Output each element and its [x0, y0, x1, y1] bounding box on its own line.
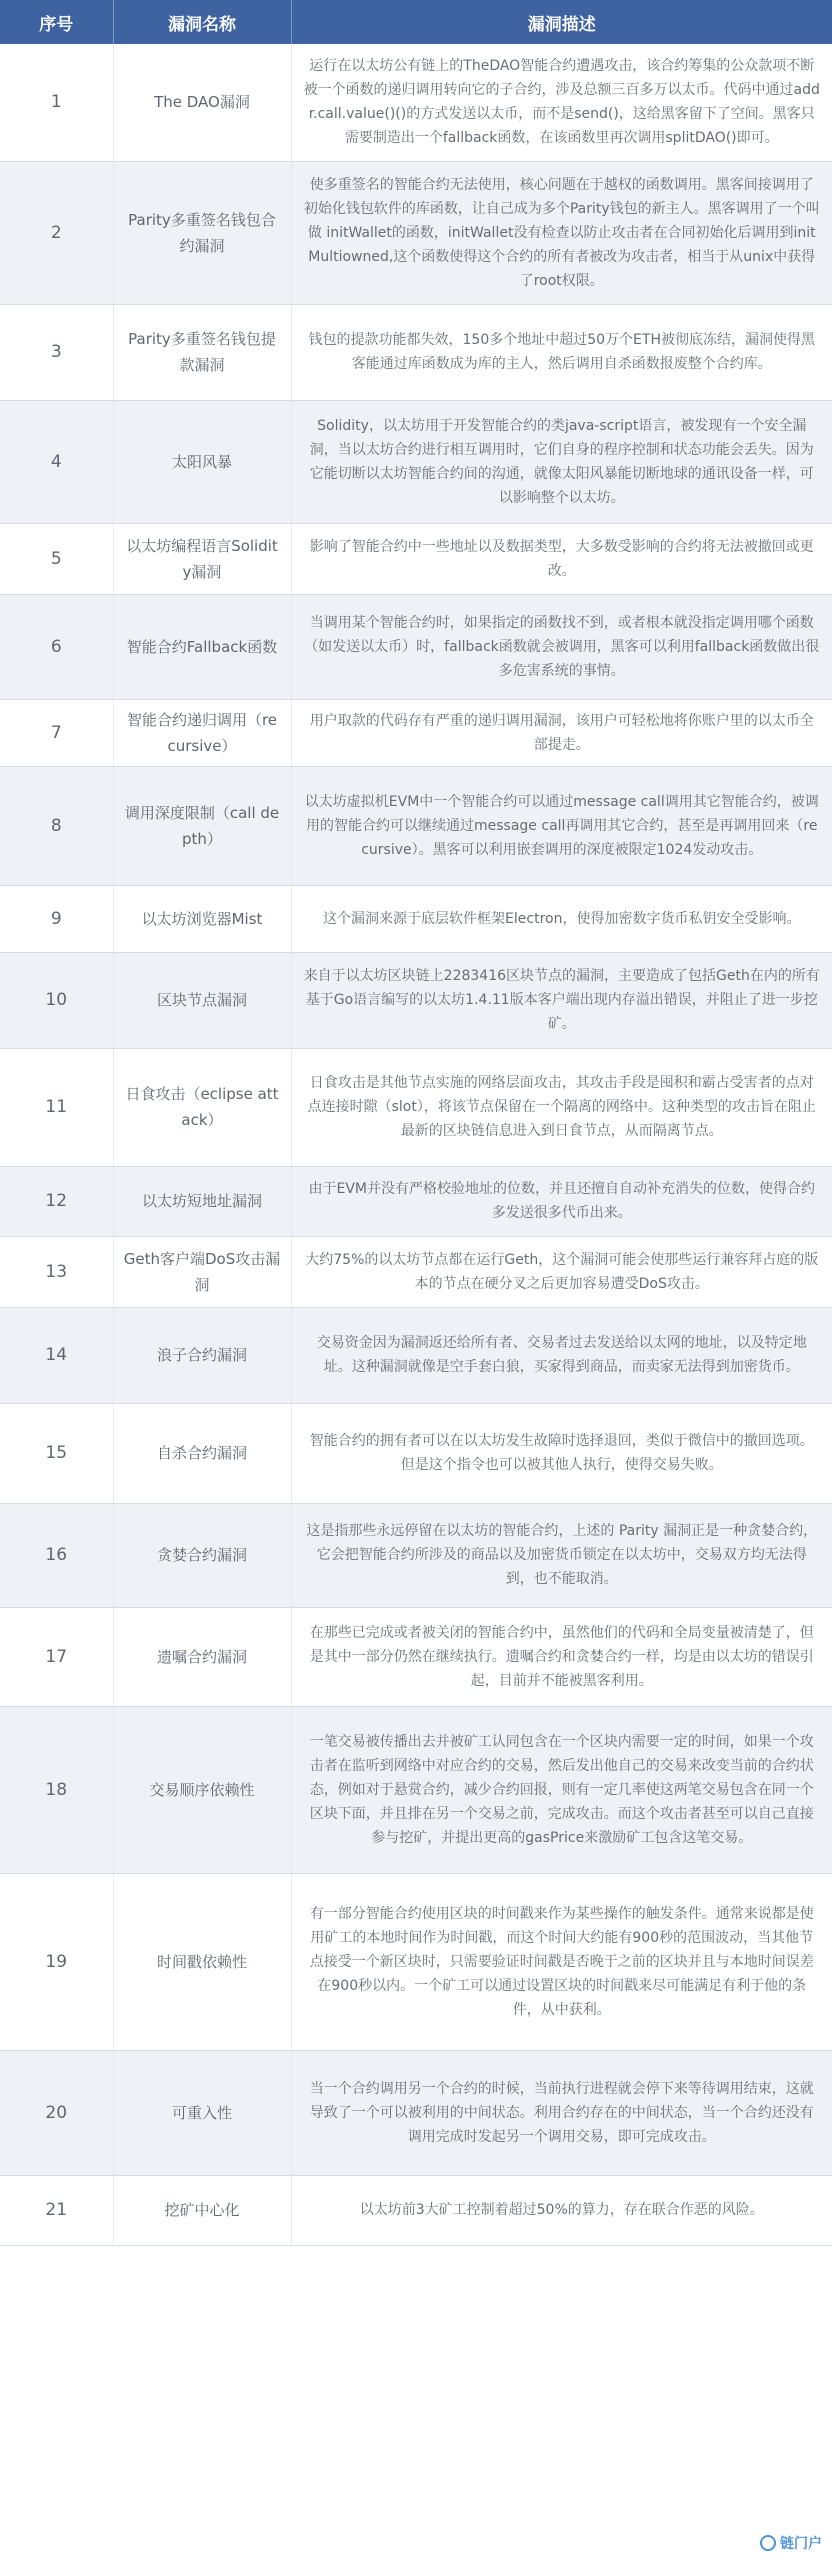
table-body: [0, 44, 832, 2245]
row-description: 这是指那些永远停留在以太坊的智能合约，上述的 Parity 漏洞正是一种贪婪合约，它会把智能合约所涉及的商品以及加密货币锁定在以太坊中，交易双方均无法得到，也不能取消。: [291, 1503, 832, 1607]
row-name: 自杀合约漏洞: [113, 1403, 291, 1503]
header-description: 漏洞描述: [291, 0, 832, 44]
table-row: [0, 952, 832, 1048]
row-description: 当一个合约调用另一个合约的时候，当前执行进程就会停下来等待调用结束，这就导致了一个可以被利用的中间状态。利用合约存在的中间状态，当一个合约还没有调用完成时发起另一个调用交易，即可完成攻击。: [291, 2050, 832, 2175]
table-row: [0, 523, 832, 594]
table-row: [0, 885, 832, 952]
row-description: 运行在以太坊公有链上的TheDAO智能合约遭遇攻击，该合约筹集的公众款项不断被一个函数的递归调用转向它的子合约，涉及总额三百多万以太币。代码中通过addr.call.value()()的方式发送以太币，而不是send()，这给黑客留下了空间。黑客只需要制造出一个fallback函数，在该函数里再次调用splitDAO()即可。: [291, 44, 832, 161]
row-name: 时间戳依赖性: [113, 1873, 291, 2050]
row-description: 当调用某个智能合约时，如果指定的函数找不到，或者根本就没指定调用哪个函数（如发送以太币）时，fallback函数就会被调用，黑客可以利用fallback函数做出很多危害系统的事情。: [291, 594, 832, 699]
row-description: 使多重签名的智能合约无法使用，核心问题在于越权的函数调用。黑客间接调用了初始化钱包软件的库函数，让自己成为多个Parity钱包的新主人。黑客调用了一个叫做 initWallet的函数，initWallet没有检查以防止攻击者在合同初始化后调用到initMultiowned,这个函数使得这个合约的所有者被改为攻击者，相当于从unix中获得了root权限。: [291, 161, 832, 304]
table-row: [0, 1236, 832, 1307]
row-name: 太阳风暴: [113, 400, 291, 523]
watermark-text: 链门户: [780, 2536, 822, 2552]
table-row: [0, 161, 832, 304]
row-index: 18: [0, 1706, 113, 1873]
row-description: 钱包的提款功能都失效，150多个地址中超过50万个ETH被彻底冻结，漏洞使得黑客能通过库函数成为库的主人，然后调用自杀函数报废整个合约库。: [291, 304, 832, 400]
row-description: 这个漏洞来源于底层软件框架Electron，使得加密数字货币私钥安全受影响。: [291, 885, 832, 952]
row-index: 5: [0, 523, 113, 594]
row-description: 大约75%的以太坊节点都在运行Geth，这个漏洞可能会使那些运行兼容拜占庭的版本的节点在硬分叉之后更加容易遭受DoS攻击。: [291, 1236, 832, 1307]
row-description: 影响了智能合约中一些地址以及数据类型，大多数受影响的合约将无法被撤回或更改。: [291, 523, 832, 594]
header-name: 漏洞名称: [113, 0, 291, 44]
row-name: The DAO漏洞: [113, 44, 291, 161]
table-row: [0, 766, 832, 885]
row-name: Parity多重签名钱包合约漏洞: [113, 161, 291, 304]
table-row: [0, 2050, 832, 2175]
row-index: 16: [0, 1503, 113, 1607]
row-name: 以太坊浏览器Mist: [113, 885, 291, 952]
row-index: 19: [0, 1873, 113, 2050]
row-name: 遗嘱合约漏洞: [113, 1607, 291, 1706]
row-index: 3: [0, 304, 113, 400]
header-row: [0, 0, 832, 44]
row-name: 调用深度限制（call depth）: [113, 766, 291, 885]
row-name: 以太坊编程语言Solidity漏洞: [113, 523, 291, 594]
row-name: 交易顺序依赖性: [113, 1706, 291, 1873]
row-name: 区块节点漏洞: [113, 952, 291, 1048]
row-description: 由于EVM并没有严格校验地址的位数，并且还擅自自动补充消失的位数，使得合约多发送很多代币出来。: [291, 1166, 832, 1236]
row-index: 12: [0, 1166, 113, 1236]
header-index: 序号: [0, 0, 113, 44]
table-row: [0, 400, 832, 523]
row-name: 智能合约递归调用（recursive）: [113, 699, 291, 766]
row-name: 可重入性: [113, 2050, 291, 2175]
row-index: 4: [0, 400, 113, 523]
table-row: [0, 1166, 832, 1236]
row-description: 日食攻击是其他节点实施的网络层面攻击，其攻击手段是囤积和霸占受害者的点对点连接时隙（slot），将该节点保留在一个隔离的网络中。这种类型的攻击旨在阻止最新的区块链信息进入到日食节点，从而隔离节点。: [291, 1048, 832, 1166]
table-row: [0, 1706, 832, 1873]
table-row: [0, 1048, 832, 1166]
row-name: Parity多重签名钱包提款漏洞: [113, 304, 291, 400]
table-row: [0, 594, 832, 699]
table-row: [0, 1873, 832, 2050]
row-name: 智能合约Fallback函数: [113, 594, 291, 699]
row-description: 以太坊前3大矿工控制着超过50%的算力，存在联合作恶的风险。: [291, 2175, 832, 2245]
row-index: 8: [0, 766, 113, 885]
row-index: 1: [0, 44, 113, 161]
row-index: 20: [0, 2050, 113, 2175]
row-index: 7: [0, 699, 113, 766]
table-row: [0, 1403, 832, 1503]
table-row: [0, 699, 832, 766]
row-name: 以太坊短地址漏洞: [113, 1166, 291, 1236]
table-row: [0, 304, 832, 400]
table-row: [0, 1607, 832, 1706]
site-watermark: [760, 2533, 822, 2553]
row-index: 10: [0, 952, 113, 1048]
row-index: 2: [0, 161, 113, 304]
row-description: 一笔交易被传播出去并被矿工认同包含在一个区块内需要一定的时间，如果一个攻击者在监听到网络中对应合约的交易，然后发出他自己的交易来改变当前的合约状态，例如对于悬赏合约，减少合约回报，则有一定几率使这两笔交易包含在同一个区块下面，并且排在另一个交易之前，完成攻击。而这个攻击者甚至可以自己直接参与挖矿，并提出更高的gasPrice来激励矿工包含这笔交易。: [291, 1706, 832, 1873]
row-description: 来自于以太坊区块链上2283416区块节点的漏洞，主要造成了包括Geth在内的所有基于Go语言编写的以太坊1.4.11版本客户端出现内存溢出错误，并阻止了进一步挖矿。: [291, 952, 832, 1048]
table-row: [0, 1503, 832, 1607]
table-row: [0, 2175, 832, 2245]
row-index: 6: [0, 594, 113, 699]
table-row: [0, 44, 832, 161]
row-description: 在那些已完成或者被关闭的智能合约中，虽然他们的代码和全局变量被清楚了，但是其中一部分仍然在继续执行。遗嘱合约和贪婪合约一样，均是由以太坊的错误引起，目前并不能被黑客利用。: [291, 1607, 832, 1706]
table-row: [0, 1307, 832, 1403]
row-description: Solidity，以太坊用于开发智能合约的类java-script语言，被发现有一个安全漏洞，当以太坊合约进行相互调用时，它们自身的程序控制和状态功能会丢失。因为它能切断以太坊智能合约间的沟通，就像太阳风暴能切断地球的通讯设备一样，可以影响整个以太坊。: [291, 400, 832, 523]
row-index: 21: [0, 2175, 113, 2245]
table-header: [0, 0, 832, 44]
row-name: 日食攻击（eclipse attack）: [113, 1048, 291, 1166]
row-name: 浪子合约漏洞: [113, 1307, 291, 1403]
row-description: 用户取款的代码存有严重的递归调用漏洞，该用户可轻松地将你账户里的以太币全部提走。: [291, 699, 832, 766]
row-index: 9: [0, 885, 113, 952]
row-description: 有一部分智能合约使用区块的时间戳来作为某些操作的触发条件。通常来说都是使用矿工的本地时间作为时间戳，而这个时间大约能有900秒的范围波动，当其他节点接受一个新区块时，只需要验证时间戳是否晚于之前的区块并且与本地时间误差在900秒以内。一个矿工可以通过设置区块的时间戳来尽可能满足有利于他的条件，从中获利。: [291, 1873, 832, 2050]
row-index: 15: [0, 1403, 113, 1503]
row-name: Geth客户端DoS攻击漏洞: [113, 1236, 291, 1307]
row-description: 交易资金因为漏洞返还给所有者、交易者过去发送给以太网的地址，以及特定地址。这种漏洞就像是空手套白狼，买家得到商品，而卖家无法得到加密货币。: [291, 1307, 832, 1403]
site-logo-icon: [760, 2535, 776, 2551]
row-description: 智能合约的拥有者可以在以太坊发生故障时选择退回，类似于微信中的撤回选项。但是这个指令也可以被其他人执行，使得交易失败。: [291, 1403, 832, 1503]
row-index: 11: [0, 1048, 113, 1166]
row-index: 14: [0, 1307, 113, 1403]
row-index: 13: [0, 1236, 113, 1307]
row-description: 以太坊虚拟机EVM中一个智能合约可以通过message call调用其它智能合约，被调用的智能合约可以继续通过message call再调用其它合约，甚至是再调用回来（recursive）。黑客可以利用嵌套调用的深度被限定1024发动攻击。: [291, 766, 832, 885]
row-name: 挖矿中心化: [113, 2175, 291, 2245]
row-name: 贪婪合约漏洞: [113, 1503, 291, 1607]
row-index: 17: [0, 1607, 113, 1706]
